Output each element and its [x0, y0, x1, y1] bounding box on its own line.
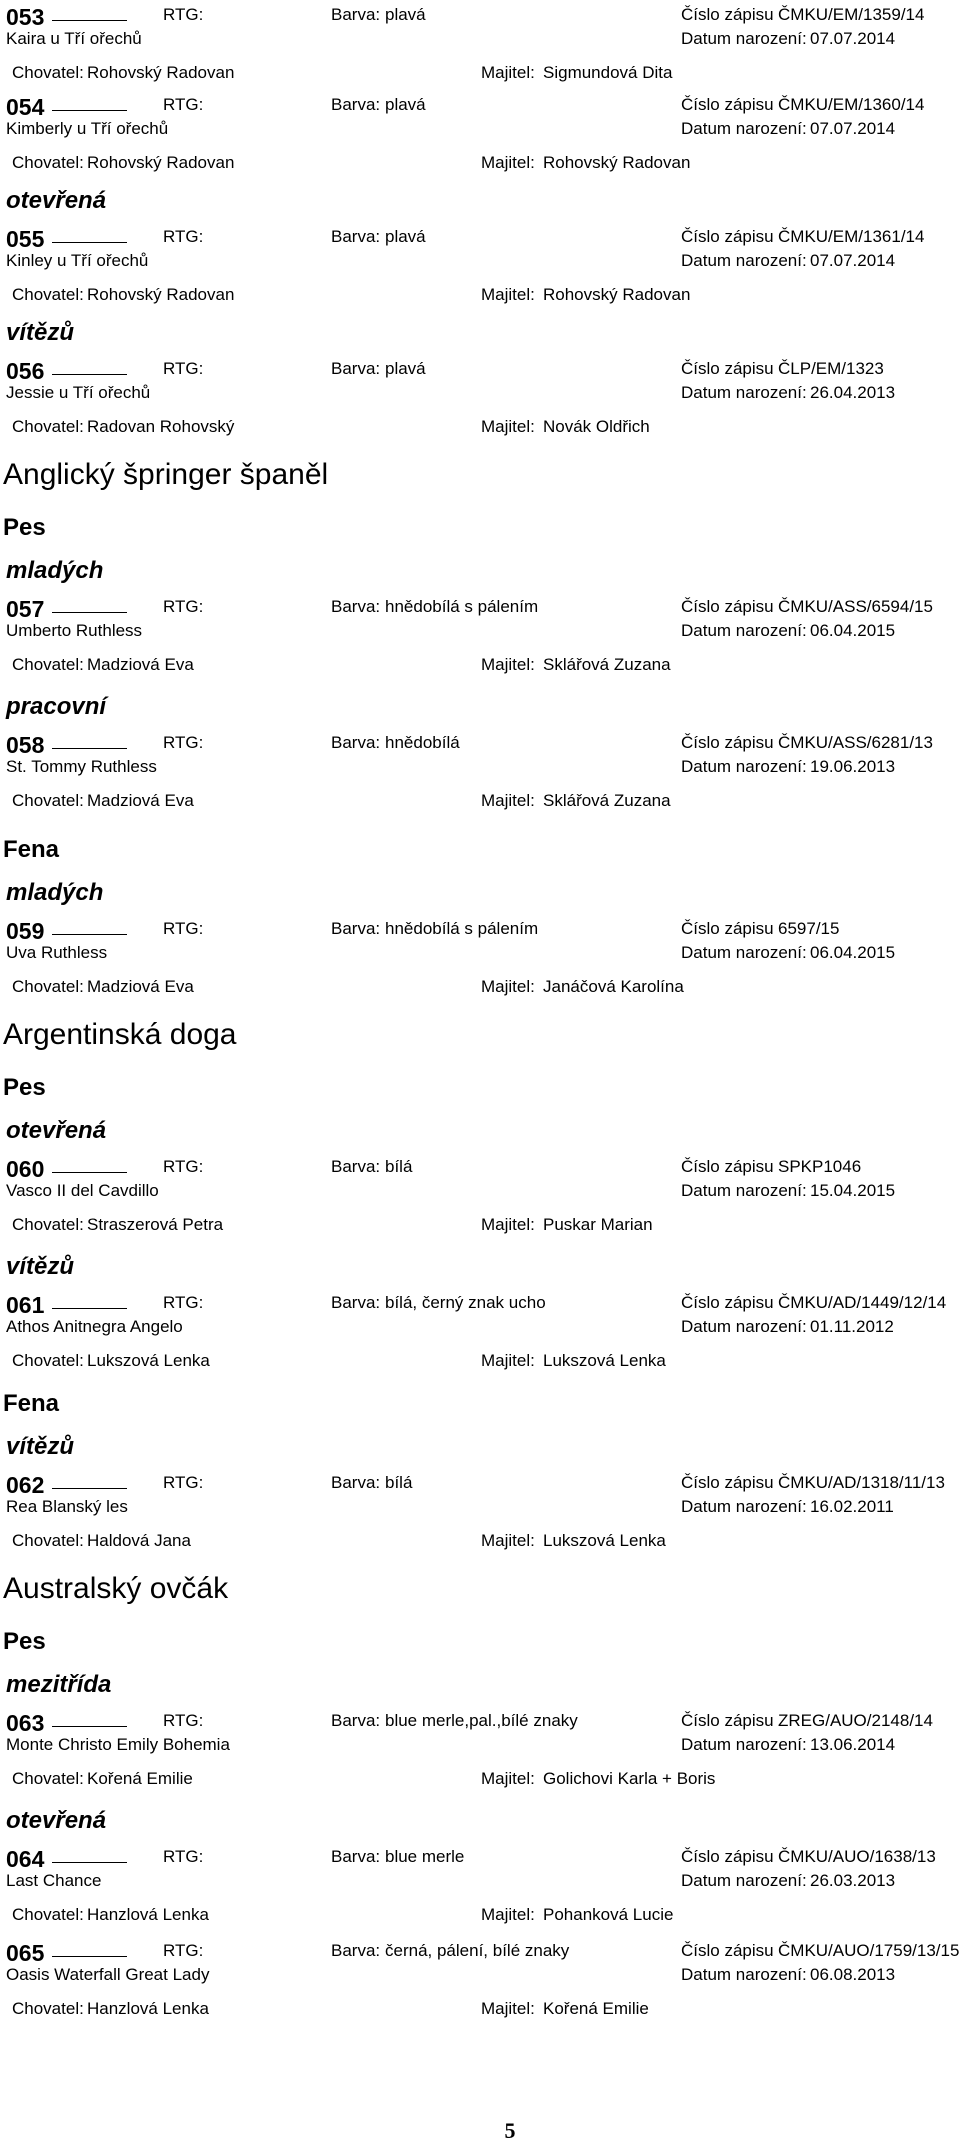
entry-number: 059	[6, 918, 45, 944]
sex-heading: Pes	[3, 514, 46, 541]
rtg-label: RTG:	[163, 1711, 204, 1730]
color-value: hnědobílá s pálením	[385, 919, 539, 938]
entry-underline	[52, 1956, 127, 1957]
birth-date: 15.04.2015	[810, 1181, 896, 1200]
breed-heading: Australský ovčák	[3, 1572, 229, 1605]
dog-entry	[0, 728, 960, 818]
rtg-label: RTG:	[163, 95, 204, 114]
class-heading: vítězů	[6, 319, 75, 346]
entry-number: 063	[6, 1710, 45, 1736]
registry-label: Číslo zápisu	[681, 95, 774, 114]
breed-heading: Anglický špringer španěl	[3, 458, 329, 491]
registry-number: ČMKU/AUO/1759/13/15	[778, 1941, 960, 1960]
rtg-label: RTG:	[163, 919, 204, 938]
breeder-label: Chovatel:	[12, 285, 84, 304]
owner-label: Majitel:	[481, 1999, 535, 2018]
dog-name: St. Tommy Ruthless	[6, 757, 157, 776]
birth-date: 07.07.2014	[810, 119, 896, 138]
dog-entry	[0, 1288, 960, 1378]
dog-name: Kaira u Tří ořechů	[6, 29, 142, 48]
rtg-label: RTG:	[163, 1293, 204, 1312]
birth-date-label: Datum narození:	[681, 1735, 807, 1754]
class-heading: otevřená	[6, 187, 107, 214]
color-value: plavá	[385, 95, 426, 114]
dog-name: Rea Blanský les	[6, 1497, 128, 1516]
registry-number: SPKP1046	[778, 1157, 862, 1176]
birth-date-label: Datum narození:	[681, 943, 807, 962]
dog-name: Vasco II del Cavdillo	[6, 1181, 159, 1200]
entry-number: 056	[6, 358, 45, 384]
registry-number: ČLP/EM/1323	[778, 359, 884, 378]
entry-underline	[52, 242, 127, 243]
owner-name: Rohovský Radovan	[543, 153, 691, 172]
rtg-label: RTG:	[163, 1473, 204, 1492]
owner-name: Lukszová Lenka	[543, 1531, 666, 1550]
color-label: Barva:	[331, 597, 381, 616]
color-label: Barva:	[331, 733, 381, 752]
color-value: plavá	[385, 227, 426, 246]
birth-date-label: Datum narození:	[681, 1181, 807, 1200]
registry-label: Číslo zápisu	[681, 1157, 774, 1176]
class-heading: vítězů	[6, 1433, 75, 1460]
entry-underline	[52, 1172, 127, 1173]
breeder-name: Haldová Jana	[87, 1531, 191, 1550]
entry-underline	[52, 1488, 127, 1489]
entry-number: 055	[6, 226, 45, 252]
birth-date: 06.04.2015	[810, 621, 896, 640]
owner-name: Kořená Emilie	[543, 1999, 649, 2018]
breeder-name: Straszerová Petra	[87, 1215, 224, 1234]
registry-label: Číslo zápisu	[681, 227, 774, 246]
dog-entry	[0, 1706, 960, 1796]
registry-label: Číslo zápisu	[681, 5, 774, 24]
registry-number: ČMKU/ASS/6594/15	[778, 597, 933, 616]
color-value: blue merle,pal.,bílé znaky	[385, 1711, 578, 1730]
breeder-label: Chovatel:	[12, 1351, 84, 1370]
dog-name: Kimberly u Tří ořechů	[6, 119, 169, 138]
dog-entry	[0, 1936, 960, 2026]
rtg-label: RTG:	[163, 1847, 204, 1866]
color-value: bílá, černý znak ucho	[385, 1293, 546, 1312]
birth-date: 13.06.2014	[810, 1735, 896, 1754]
birth-date-label: Datum narození:	[681, 1317, 807, 1336]
breeder-name: Hanzlová Lenka	[87, 1999, 209, 2018]
breeder-name: Madziová Eva	[87, 977, 194, 996]
color-label: Barva:	[331, 5, 381, 24]
color-label: Barva:	[331, 1293, 381, 1312]
owner-label: Majitel:	[481, 791, 535, 810]
owner-name: Novák Oldřich	[543, 417, 650, 436]
owner-name: Sigmundová Dita	[543, 63, 673, 82]
registry-number: ČMKU/AD/1318/11/13	[778, 1473, 945, 1492]
owner-label: Majitel:	[481, 1905, 535, 1924]
dog-entry	[0, 1842, 960, 1932]
registry-label: Číslo zápisu	[681, 1293, 774, 1312]
registry-label: Číslo zápisu	[681, 1941, 774, 1960]
breeder-label: Chovatel:	[12, 791, 84, 810]
dog-entry	[0, 592, 960, 682]
dog-entry	[0, 222, 960, 312]
breeder-label: Chovatel:	[12, 1531, 84, 1550]
breeder-label: Chovatel:	[12, 1215, 84, 1234]
breeder-name: Rohovský Radovan	[87, 285, 235, 304]
birth-date: 26.04.2013	[810, 383, 896, 402]
breeder-label: Chovatel:	[12, 977, 84, 996]
owner-name: Pohanková Lucie	[543, 1905, 674, 1924]
owner-label: Majitel:	[481, 1531, 535, 1550]
color-label: Barva:	[331, 1711, 381, 1730]
owner-label: Majitel:	[481, 655, 535, 674]
entry-underline	[52, 748, 127, 749]
rtg-label: RTG:	[163, 5, 204, 24]
color-value: hnědobílá	[385, 733, 460, 752]
breeder-label: Chovatel:	[12, 63, 84, 82]
rtg-label: RTG:	[163, 1157, 204, 1176]
dog-name: Kinley u Tří ořechů	[6, 251, 149, 270]
birth-date: 07.07.2014	[810, 29, 896, 48]
birth-date: 06.08.2013	[810, 1965, 896, 1984]
color-value: bílá	[385, 1157, 413, 1176]
class-heading: vítězů	[6, 1253, 75, 1280]
registry-label: Číslo zápisu	[681, 1847, 774, 1866]
entry-number: 054	[6, 94, 45, 120]
entry-underline	[52, 934, 127, 935]
color-label: Barva:	[331, 227, 381, 246]
registry-number: ZREG/AUO/2148/14	[778, 1711, 933, 1730]
dog-entry	[0, 0, 960, 90]
owner-name: Sklářová Zuzana	[543, 791, 671, 810]
owner-label: Majitel:	[481, 153, 535, 172]
color-label: Barva:	[331, 1473, 381, 1492]
dog-entry	[0, 1468, 960, 1558]
color-value: plavá	[385, 5, 426, 24]
entry-number: 058	[6, 732, 45, 758]
registry-label: Číslo zápisu	[681, 733, 774, 752]
class-heading: pracovní	[6, 693, 107, 720]
registry-number: ČMKU/AUO/1638/13	[778, 1847, 936, 1866]
registry-number: ČMKU/EM/1359/14	[778, 5, 925, 24]
breeder-name: Radovan Rohovský	[87, 417, 235, 436]
owner-label: Majitel:	[481, 1351, 535, 1370]
owner-name: Rohovský Radovan	[543, 285, 691, 304]
registry-number: ČMKU/AD/1449/12/14	[778, 1293, 947, 1312]
rtg-label: RTG:	[163, 1941, 204, 1960]
owner-name: Puskar Marian	[543, 1215, 653, 1234]
registry-label: Číslo zápisu	[681, 359, 774, 378]
registry-number: 6597/15	[778, 919, 840, 938]
birth-date-label: Datum narození:	[681, 383, 807, 402]
breed-heading: Argentinská doga	[3, 1018, 237, 1051]
sex-heading: Pes	[3, 1074, 46, 1101]
owner-label: Majitel:	[481, 417, 535, 436]
color-label: Barva:	[331, 359, 381, 378]
registry-label: Číslo zápisu	[681, 597, 774, 616]
birth-date-label: Datum narození:	[681, 1497, 807, 1516]
dog-entry	[0, 90, 960, 180]
birth-date-label: Datum narození:	[681, 1871, 807, 1890]
birth-date: 16.02.2011	[810, 1497, 894, 1516]
page-number: 5	[504, 2118, 516, 2143]
rtg-label: RTG:	[163, 597, 204, 616]
color-label: Barva:	[331, 95, 381, 114]
birth-date: 01.11.2012	[810, 1317, 894, 1336]
breeder-name: Kořená Emilie	[87, 1769, 193, 1788]
registry-label: Číslo zápisu	[681, 1711, 774, 1730]
class-heading: mladých	[6, 557, 104, 584]
entry-number: 061	[6, 1292, 45, 1318]
color-value: plavá	[385, 359, 426, 378]
owner-name: Golichovi Karla + Boris	[543, 1769, 716, 1788]
color-value: hnědobílá s pálením	[385, 597, 539, 616]
owner-label: Majitel:	[481, 977, 535, 996]
entry-underline	[52, 1726, 127, 1727]
birth-date-label: Datum narození:	[681, 251, 807, 270]
class-heading: otevřená	[6, 1117, 107, 1144]
color-label: Barva:	[331, 1847, 381, 1866]
breeder-label: Chovatel:	[12, 655, 84, 674]
breeder-name: Madziová Eva	[87, 791, 194, 810]
entry-number: 060	[6, 1156, 45, 1182]
dog-name: Athos Anitnegra Angelo	[6, 1317, 183, 1336]
birth-date-label: Datum narození:	[681, 119, 807, 138]
registry-number: ČMKU/ASS/6281/13	[778, 733, 933, 752]
rtg-label: RTG:	[163, 733, 204, 752]
sex-heading: Fena	[3, 1390, 60, 1417]
owner-name: Janáčová Karolína	[543, 977, 684, 996]
breeder-label: Chovatel:	[12, 1999, 84, 2018]
rtg-label: RTG:	[163, 359, 204, 378]
registry-label: Číslo zápisu	[681, 1473, 774, 1492]
registry-number: ČMKU/EM/1361/14	[778, 227, 925, 246]
class-heading: mezitřída	[6, 1671, 112, 1698]
entry-underline	[52, 612, 127, 613]
dog-entry	[0, 1152, 960, 1242]
owner-label: Majitel:	[481, 63, 535, 82]
birth-date: 06.04.2015	[810, 943, 896, 962]
entry-underline	[52, 110, 127, 111]
owner-label: Majitel:	[481, 1215, 535, 1234]
birth-date: 26.03.2013	[810, 1871, 896, 1890]
birth-date-label: Datum narození:	[681, 1965, 807, 1984]
birth-date: 19.06.2013	[810, 757, 896, 776]
sex-heading: Pes	[3, 1628, 46, 1655]
birth-date-label: Datum narození:	[681, 29, 807, 48]
dog-name: Last Chance	[6, 1871, 102, 1890]
birth-date-label: Datum narození:	[681, 757, 807, 776]
color-value: bílá	[385, 1473, 413, 1492]
rtg-label: RTG:	[163, 227, 204, 246]
dog-name: Uva Ruthless	[6, 943, 108, 962]
entry-underline	[52, 374, 127, 375]
breeder-name: Hanzlová Lenka	[87, 1905, 209, 1924]
class-heading: mladých	[6, 879, 104, 906]
class-heading: otevřená	[6, 1807, 107, 1834]
breeder-label: Chovatel:	[12, 1769, 84, 1788]
entry-number: 064	[6, 1846, 45, 1872]
dog-name: Jessie u Tří ořechů	[6, 383, 151, 402]
registry-label: Číslo zápisu	[681, 919, 774, 938]
owner-name: Lukszová Lenka	[543, 1351, 666, 1370]
owner-label: Majitel:	[481, 285, 535, 304]
dog-name: Oasis Waterfall Great Lady	[6, 1965, 210, 1984]
breeder-name: Madziová Eva	[87, 655, 194, 674]
sex-heading: Fena	[3, 836, 60, 863]
dog-entry	[0, 354, 960, 444]
birth-date: 07.07.2014	[810, 251, 896, 270]
entry-number: 062	[6, 1472, 45, 1498]
color-label: Barva:	[331, 919, 381, 938]
owner-name: Sklářová Zuzana	[543, 655, 671, 674]
entry-number: 057	[6, 596, 45, 622]
breeder-name: Rohovský Radovan	[87, 63, 235, 82]
entry-underline	[52, 1862, 127, 1863]
dog-name: Umberto Ruthless	[6, 621, 143, 640]
breeder-name: Rohovský Radovan	[87, 153, 235, 172]
color-value: černá, pálení, bílé znaky	[385, 1941, 570, 1960]
color-label: Barva:	[331, 1941, 381, 1960]
breeder-name: Lukszová Lenka	[87, 1351, 210, 1370]
entry-number: 053	[6, 4, 45, 30]
color-value: blue merle	[385, 1847, 465, 1866]
dog-name: Monte Christo Emily Bohemia	[6, 1735, 230, 1754]
breeder-label: Chovatel:	[12, 1905, 84, 1924]
breeder-label: Chovatel:	[12, 153, 84, 172]
birth-date-label: Datum narození:	[681, 621, 807, 640]
entry-underline	[52, 20, 127, 21]
registry-number: ČMKU/EM/1360/14	[778, 95, 925, 114]
color-label: Barva:	[331, 1157, 381, 1176]
breeder-label: Chovatel:	[12, 417, 84, 436]
entry-underline	[52, 1308, 127, 1309]
owner-label: Majitel:	[481, 1769, 535, 1788]
entry-number: 065	[6, 1940, 45, 1966]
dog-entry	[0, 914, 960, 1004]
